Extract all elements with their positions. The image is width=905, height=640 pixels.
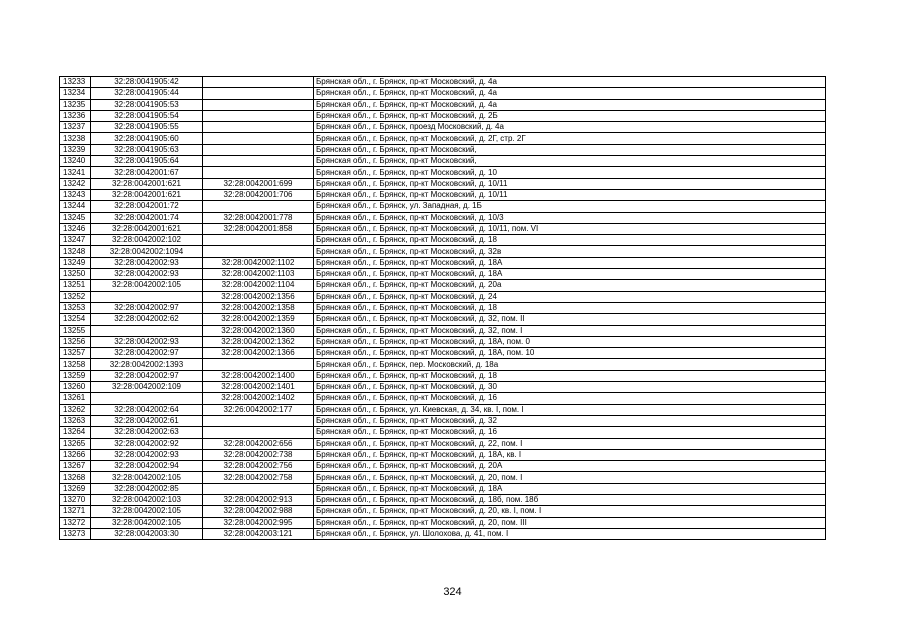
sub-cadastral-number-cell: 32:28:0042002:1103 [203,269,314,280]
table-row [60,302,826,313]
cadastral-number-cell: 32:28:0042001:621 [91,178,203,189]
cadastral-number-cell: 32:28:0042002:103 [91,494,203,505]
row-number-cell: 13254 [60,314,91,325]
table-row [60,167,826,178]
table-body [60,77,826,540]
address-cell: Брянская обл., г. Брянск, ул. Западная, д. 1Б [314,201,826,212]
sub-cadastral-number-cell [203,156,314,167]
table-row [60,246,826,257]
cadastral-number-cell: 32:28:0042002:85 [91,483,203,494]
table-row [60,483,826,494]
row-number-cell: 13248 [60,246,91,257]
address-cell: Брянская обл., г. Брянск, пр-кт Московский, д. 32 [314,415,826,426]
cadastral-number-cell: 32:28:0041905:55 [91,122,203,133]
table-row [60,449,826,460]
cadastral-number-cell: 32:28:0042002:105 [91,506,203,517]
row-number-cell: 13258 [60,359,91,370]
sub-cadastral-number-cell: 32:28:0042002:1358 [203,302,314,313]
row-number-cell: 13242 [60,178,91,189]
sub-cadastral-number-cell: 32:28:0042002:1104 [203,280,314,291]
row-number-cell: 13252 [60,291,91,302]
cadastral-number-cell: 32:28:0042001:621 [91,189,203,200]
cadastral-number-cell: 32:28:0042002:94 [91,461,203,472]
page-number: 324 [443,586,462,598]
cadastral-number-cell: 32:28:0042002:105 [91,517,203,528]
cadastral-number-cell: 32:28:0042002:63 [91,427,203,438]
row-number-cell: 13272 [60,517,91,528]
table-row [60,370,826,381]
row-number-cell: 13241 [60,167,91,178]
address-cell: Брянская обл., г. Брянск, пр-кт Московский, д. 20, пом. I [314,472,826,483]
sub-cadastral-number-cell: 32:28:0042002:1366 [203,348,314,359]
sub-cadastral-number-cell [203,144,314,155]
row-number-cell: 13240 [60,156,91,167]
address-cell: Брянская обл., г. Брянск, пр-кт Московский, [314,156,826,167]
address-cell: Брянская обл., г. Брянск, пр-кт Московский, д. 22, пом. I [314,438,826,449]
address-cell: Брянская обл., г. Брянск, ул. Киевская, д. 34, кв. I, пом. I [314,404,826,415]
sub-cadastral-number-cell [203,77,314,88]
cadastral-number-cell: 32:28:0042002:97 [91,348,203,359]
address-cell: Брянская обл., г. Брянск, пр-кт Московский, д. 32в [314,246,826,257]
sub-cadastral-number-cell [203,88,314,99]
address-cell: Брянская обл., г. Брянск, пр-кт Московский, д. 18А [314,483,826,494]
cadastral-number-cell: 32:28:0042001:621 [91,223,203,234]
address-cell: Брянская обл., г. Брянск, пр-кт Московский, д. 18б, пом. 18б [314,494,826,505]
sub-cadastral-number-cell [203,483,314,494]
address-cell: Брянская обл., г. Брянск, пр-кт Московский, д. 32, пом. I [314,325,826,336]
row-number-cell: 13251 [60,280,91,291]
table-row [60,461,826,472]
sub-cadastral-number-cell: 32:28:0042001:706 [203,189,314,200]
row-number-cell: 13237 [60,122,91,133]
sub-cadastral-number-cell [203,201,314,212]
row-number-cell: 13234 [60,88,91,99]
sub-cadastral-number-cell [203,359,314,370]
cadastral-number-cell [91,393,203,404]
cadastral-number-cell: 32:28:0042002:1094 [91,246,203,257]
cadastral-number-cell: 32:28:0042002:93 [91,269,203,280]
address-cell: Брянская обл., г. Брянск, пр-кт Московский, д. 10/3 [314,212,826,223]
sub-cadastral-number-cell: 32:26:0042002:177 [203,404,314,415]
address-cell: Брянская обл., г. Брянск, пр-кт Московский, д. 18 [314,235,826,246]
address-cell: Брянская обл., г. Брянск, пр-кт Московский, д. 20, кв. I, пом. I [314,506,826,517]
table-row [60,212,826,223]
address-cell: Брянская обл., г. Брянск, пер. Московский, д. 18а [314,359,826,370]
table-row [60,415,826,426]
table-row [60,201,826,212]
table-row [60,122,826,133]
sub-cadastral-number-cell: 32:28:0042002:1402 [203,393,314,404]
table-row [60,517,826,528]
row-number-cell: 13266 [60,449,91,460]
sub-cadastral-number-cell: 32:28:0042001:858 [203,223,314,234]
row-number-cell: 13246 [60,223,91,234]
table-row [60,77,826,88]
table-row [60,178,826,189]
address-cell: Брянская обл., г. Брянск, пр-кт Московский, д. 2Б [314,110,826,121]
address-cell: Брянская обл., г. Брянск, пр-кт Московский, д. 10/11 [314,178,826,189]
table-row [60,472,826,483]
row-number-cell: 13259 [60,370,91,381]
row-number-cell: 13244 [60,201,91,212]
address-cell: Брянская обл., г. Брянск, пр-кт Московский, д. 18А, пом. 10 [314,348,826,359]
sub-cadastral-number-cell: 32:28:0042002:1359 [203,314,314,325]
row-number-cell: 13238 [60,133,91,144]
address-cell: Брянская обл., г. Брянск, пр-кт Московский, д. 32, пом. II [314,314,826,325]
address-cell: Брянская обл., г. Брянск, пр-кт Московский, д. 18А [314,269,826,280]
address-cell: Брянская обл., г. Брянск, пр-кт Московский, д. 30 [314,382,826,393]
sub-cadastral-number-cell: 32:28:0042002:913 [203,494,314,505]
cadastral-number-cell: 32:28:0041905:60 [91,133,203,144]
address-cell: Брянская обл., г. Брянск, пр-кт Московский, д. 18А, кв. I [314,449,826,460]
row-number-cell: 13239 [60,144,91,155]
sub-cadastral-number-cell: 32:28:0042002:1356 [203,291,314,302]
address-cell: Брянская обл., г. Брянск, пр-кт Московский, д. 10/11, пом. VI [314,223,826,234]
table-row [60,189,826,200]
row-number-cell: 13265 [60,438,91,449]
row-number-cell: 13268 [60,472,91,483]
row-number-cell: 13250 [60,269,91,280]
sub-cadastral-number-cell [203,427,314,438]
cadastral-number-cell: 32:28:0042002:62 [91,314,203,325]
sub-cadastral-number-cell [203,246,314,257]
cadastral-number-cell: 32:28:0042002:102 [91,235,203,246]
table-row [60,438,826,449]
cadastral-number-cell: 32:28:0042002:97 [91,302,203,313]
table-row [60,348,826,359]
table-row [60,325,826,336]
cadastral-number-cell: 32:28:0042002:93 [91,257,203,268]
table-row [60,223,826,234]
cadastral-number-cell: 32:28:0042001:67 [91,167,203,178]
sub-cadastral-number-cell [203,110,314,121]
table-row [60,144,826,155]
table-row [60,494,826,505]
sub-cadastral-number-cell: 32:28:0042001:699 [203,178,314,189]
cadastral-number-cell: 32:28:0042002:105 [91,472,203,483]
cadastral-number-cell: 32:28:0042002:61 [91,415,203,426]
table-row [60,88,826,99]
cadastral-number-cell: 32:28:0041905:64 [91,156,203,167]
sub-cadastral-number-cell: 32:28:0042002:656 [203,438,314,449]
cadastral-number-cell: 32:28:0042002:92 [91,438,203,449]
address-cell: Брянская обл., г. Брянск, пр-кт Московский, д. 10/11 [314,189,826,200]
row-number-cell: 13267 [60,461,91,472]
address-cell: Брянская обл., г. Брянск, пр-кт Московский, д. 18 [314,370,826,381]
row-number-cell: 13263 [60,415,91,426]
sub-cadastral-number-cell: 32:28:0042002:738 [203,449,314,460]
sub-cadastral-number-cell [203,122,314,133]
address-cell: Брянская обл., г. Брянск, пр-кт Московский, д. 4а [314,77,826,88]
address-cell: Брянская обл., г. Брянск, пр-кт Московский, д. 2Г, стр. 2Г [314,133,826,144]
sub-cadastral-number-cell: 32:28:0042002:995 [203,517,314,528]
sub-cadastral-number-cell: 32:28:0042003:121 [203,528,314,539]
address-cell: Брянская обл., г. Брянск, пр-кт Московский, д. 24 [314,291,826,302]
address-cell: Брянская обл., г. Брянск, пр-кт Московский, д. 20а [314,280,826,291]
table-row [60,269,826,280]
address-cell: Брянская обл., г. Брянск, пр-кт Московский, д. 20А [314,461,826,472]
table-row [60,291,826,302]
address-cell: Брянская обл., г. Брянск, пр-кт Московский, д. 16 [314,427,826,438]
table-row [60,427,826,438]
address-cell: Брянская обл., г. Брянск, ул. Шолохова, д. 41, пом. I [314,528,826,539]
row-number-cell: 13245 [60,212,91,223]
row-number-cell: 13255 [60,325,91,336]
table-row [60,314,826,325]
sub-cadastral-number-cell: 32:28:0042002:1400 [203,370,314,381]
table-row [60,506,826,517]
sub-cadastral-number-cell [203,99,314,110]
sub-cadastral-number-cell: 32:28:0042002:1102 [203,257,314,268]
cadastral-number-cell: 32:28:0042001:74 [91,212,203,223]
table-row [60,336,826,347]
row-number-cell: 13247 [60,235,91,246]
sub-cadastral-number-cell: 32:28:0042002:1362 [203,336,314,347]
table-row [60,382,826,393]
row-number-cell: 13270 [60,494,91,505]
row-number-cell: 13249 [60,257,91,268]
sub-cadastral-number-cell [203,235,314,246]
table-row [60,99,826,110]
cadastral-number-cell: 32:28:0041905:42 [91,77,203,88]
cadastral-number-cell [91,325,203,336]
cadastral-number-cell: 32:28:0042002:109 [91,382,203,393]
sub-cadastral-number-cell [203,415,314,426]
sub-cadastral-number-cell: 32:28:0042002:756 [203,461,314,472]
table-row [60,156,826,167]
cadastral-number-cell: 32:28:0042002:64 [91,404,203,415]
cadastral-number-cell: 32:28:0042003:30 [91,528,203,539]
cadastral-number-cell: 32:28:0042002:93 [91,336,203,347]
cadastral-number-cell: 32:28:0042001:72 [91,201,203,212]
address-cell: Брянская обл., г. Брянск, пр-кт Московский, [314,144,826,155]
cadastral-number-cell: 32:28:0042002:105 [91,280,203,291]
address-cell: Брянская обл., г. Брянск, пр-кт Московский, д. 20, пом. III [314,517,826,528]
sub-cadastral-number-cell [203,133,314,144]
table-row [60,280,826,291]
row-number-cell: 13235 [60,99,91,110]
row-number-cell: 13273 [60,528,91,539]
table-row [60,393,826,404]
address-cell: Брянская обл., г. Брянск, пр-кт Московский, д. 4а [314,88,826,99]
table-row [60,257,826,268]
row-number-cell: 13257 [60,348,91,359]
address-cell: Брянская обл., г. Брянск, пр-кт Московский, д. 16 [314,393,826,404]
table-row [60,404,826,415]
address-cell: Брянская обл., г. Брянск, пр-кт Московский, д. 10 [314,167,826,178]
table-row [60,133,826,144]
row-number-cell: 13269 [60,483,91,494]
row-number-cell: 13236 [60,110,91,121]
cadastral-number-cell [91,291,203,302]
table-row [60,110,826,121]
address-cell: Брянская обл., г. Брянск, проезд Московский, д. 4а [314,122,826,133]
cadastral-number-cell: 32:28:0041905:54 [91,110,203,121]
cadastral-number-cell: 32:28:0041905:44 [91,88,203,99]
address-cell: Брянская обл., г. Брянск, пр-кт Московский, д. 4а [314,99,826,110]
sub-cadastral-number-cell: 32:28:0042001:778 [203,212,314,223]
row-number-cell: 13261 [60,393,91,404]
sub-cadastral-number-cell: 32:28:0042002:988 [203,506,314,517]
table-row [60,359,826,370]
row-number-cell: 13233 [60,77,91,88]
row-number-cell: 13256 [60,336,91,347]
row-number-cell: 13264 [60,427,91,438]
sub-cadastral-number-cell: 32:28:0042002:1401 [203,382,314,393]
sub-cadastral-number-cell: 32:28:0042002:1360 [203,325,314,336]
row-number-cell: 13262 [60,404,91,415]
sub-cadastral-number-cell: 32:28:0042002:758 [203,472,314,483]
address-cell: Брянская обл., г. Брянск, пр-кт Московский, д. 18А, пом. 0 [314,336,826,347]
table-row [60,235,826,246]
cadastral-number-cell: 32:28:0041905:63 [91,144,203,155]
cadastral-number-cell: 32:28:0041905:53 [91,99,203,110]
row-number-cell: 13253 [60,302,91,313]
row-number-cell: 13243 [60,189,91,200]
address-cell: Брянская обл., г. Брянск, пр-кт Московский, д. 18А [314,257,826,268]
table-row [60,528,826,539]
cadastral-registry-table [59,76,826,540]
cadastral-number-cell: 32:28:0042002:1393 [91,359,203,370]
row-number-cell: 13260 [60,382,91,393]
cadastral-number-cell: 32:28:0042002:93 [91,449,203,460]
row-number-cell: 13271 [60,506,91,517]
address-cell: Брянская обл., г. Брянск, пр-кт Московский, д. 18 [314,302,826,313]
sub-cadastral-number-cell [203,167,314,178]
cadastral-number-cell: 32:28:0042002:97 [91,370,203,381]
